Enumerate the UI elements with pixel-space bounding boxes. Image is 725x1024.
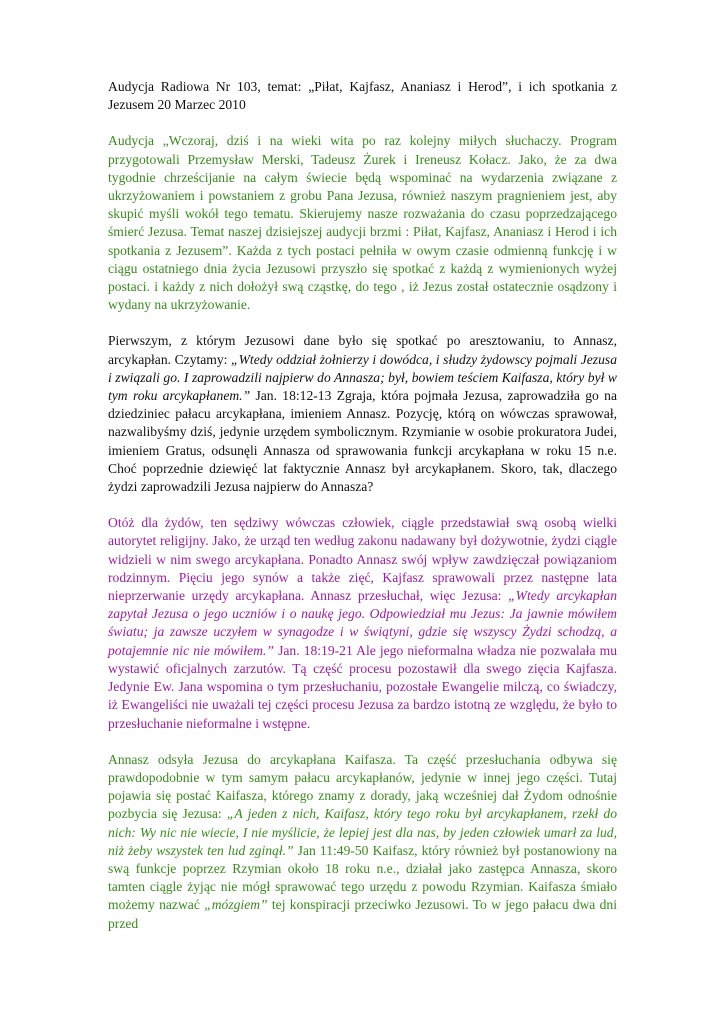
spacer [108, 496, 617, 514]
paragraph-kaifasz-text-b: Jan 11:49-50 Kaifasz, który również był postanowiony na swą funkcje poprzez Rzymian około 18 roku n.e., działał jako zastępca Annasza, skoro tamten ciągle żyjąc nie mógł sprawować tego urzędu z powodu Rzymian. Kaifasza śmiało możemy nazwać [108, 842, 618, 913]
paragraph-annasz [108, 332, 617, 496]
spacer [108, 114, 617, 132]
paragraph-authority-quote: „Wtedy arcykapłan zapytał Jezusa o jego uczniów i o naukę jego. Odpowiedział mu Jezus: Ja jawnie mówiłem światu; ja zawsze uczyłem w synagodze i w świątyni, gdzie się wszyscy Żydzi schodzą, a potajemnie nic nie mówiłem.” [108, 588, 617, 658]
paragraph-kaifasz-text-a: Annasz odsyła Jezusa do arcykapłana Kaifasza. Ta część przesłuchania odbywa się prawdopodobnie w tym samym pałacu arcykapłanów, jedynie w innej jego części. Tutaj pojawia się postać Kaifasza, którego znamy z dorady, jaką wcześniej dał Żydom odnośnie pozbycia się Jezusa: [108, 751, 617, 822]
paragraph-authority-text-b: Jan. 18:19-21 Ale jego nieformalna władza nie pozwalała mu wystawić oficjalnych zarzutów. Tą część procesu pozostawił dla swego zięcia Kajfasza. Jedynie Ew. Jana wspomina o tym przesłuchaniu, pozostałe Ewangelie milczą, co świadczy, iż Ewangeliści nie uważali tej części procesu Jezusa za bardzo istotną ze względu, że było to przesłuchanie nieformalne i wstępne. [108, 642, 617, 731]
paragraph-annasz-text-b: Jan. 18:12-13 Zgraja, która pojmała Jezusa, zaprowadziła go na dziedziniec pałacu arcykapłana, imieniem Annasz. Pozycję, którą on wówczas sprawował, nazwalibyśmy dziś, jedynie urzędem symbolicznym. Rzymianie w osobie prokuratora Judei, imieniem Gratus, odsunęli Annasza od sprawowania funkcji arcykapłana w roku 15 n.e. Choć poprzednie dziewięć lat faktycznie Annasz był arcykapłanem. Skoro, tak, dlaczego żydzi zaprowadzili Jezusa najpierw do Annasza? [108, 388, 617, 495]
paragraph-authority [108, 514, 617, 732]
paragraph-kaifasz-quote-2: „mózgiem” [204, 897, 268, 913]
paragraph-annasz-text-a: Pierwszym, z którym Jezusowi dane było się spotkać po aresztowaniu, to Annasz, arcykapłan. Czytamy: [108, 333, 617, 367]
paragraph-authority-text-a: Otóż dla żydów, ten sędziwy wówczas człowiek, ciągle przedstawiał swą osobą wielki autorytet religijny. Jako, że urząd ten według zakonu nadawany był dożywotnie, żydzi ciągle widzieli w nim swego arcykapłana. Ponadto Annasz swój wpływ zawdzięczał powiązaniom rodzinnym. Pięciu jego synów a także zięć, Kajfasz sprawowali przez następne lata nieprzerwanie urzędy arcykapłana. Annasz przesłuchał, więc Jezusa: [108, 515, 617, 604]
paragraph-intro [108, 132, 617, 314]
paragraph-annasz-quote: „Wtedy oddział żołnierzy i dowódca, i słudzy żydowscy pojmali Jezusa i związali go. I zaprowadzili najpierw do Annasza; był, bowiem teściem Kaifasza, który był w tym roku arcykapłanem.” [108, 351, 617, 404]
spacer [108, 733, 617, 751]
paragraph-kaifasz-quote: „A jeden z nich, Kaifasz, który tego roku był arcykapłanem, rzekł do nich: Wy nic nie wiecie, I nie myślicie, że lepiej jest dla nas, by jeden człowiek umarł za lud, niż żeby wszystek ten lud zginął.” [108, 806, 617, 858]
document-header [108, 78, 617, 114]
paragraph-kaifasz [108, 751, 617, 933]
header-text: Audycja Radiowa Nr 103, temat: „Piłat, Kajfasz, Ananiasz i Herod”, i ich spotkania z Jezusem 20 Marzec 2010 [108, 79, 617, 113]
paragraph-intro-text: Audycja „Wczoraj, dziś i na wieki wita po raz kolejny miłych słuchaczy. Program przygotowali Przemysław Merski, Tadeusz Żurek i Ireneusz Kołacz. Jako, że za dwa tygodnie chrześcijanie na całym świecie będą wspominać na wydarzenia związane z ukrzyżowaniem i powstaniem z grobu Pana Jezusa, również naszym pragnieniem jest, aby skupić myśli wokół tego tematu. Skierujemy nasze rozważania do czasu poprzedzającego śmierć Jezusa. Temat naszej dzisiejszej audycji brzmi : Piłat, Kajfasz, Ananiasz i Herod i ich spotkania z Jezusem”. Każda z tych postaci pełniła w owym czasie odmienną funkcję i w ciągu ostatniego dnia życia Jezusowi przyszło się spotkać z każdą z wymienionych wyżej postaci. i każdy z nich dołożył swą cząstkę, do tego , iż Jezus został ostatecznie osądzony i wydany na ukrzyżowanie. [108, 133, 617, 313]
document-page [108, 78, 617, 933]
spacer [108, 314, 617, 332]
paragraph-kaifasz-text-c: tej konspiracji przeciwko Jezusowi. To w jego pałacu dwa dni przed [108, 897, 618, 931]
